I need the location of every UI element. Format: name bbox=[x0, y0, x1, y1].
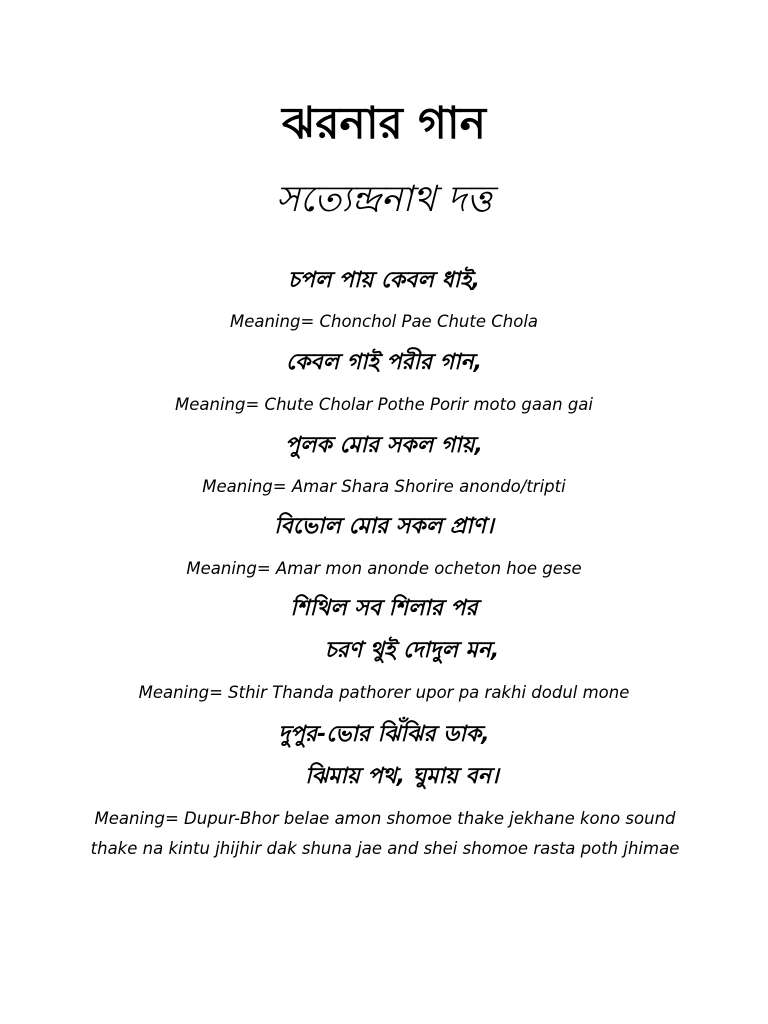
meaning-line-6: Meaning= Dupur-Bhor belae amon shomoe thake jekhane kono sound thake na kintu jhijhir dak shuna jae and shei shomoe rasta poth jhimae bbox=[90, 809, 680, 858]
verse-line-5b: চরণ থুই দোদুল মন, bbox=[324, 638, 500, 663]
meaning-line-4: Meaning= Amar mon anonde ocheton hoe gese bbox=[186, 559, 582, 578]
poem-title: ঝরনার গান bbox=[282, 98, 486, 149]
verse-line-6a: দুপুর-ভোর ঝিঁঝির ডাক, bbox=[278, 722, 490, 747]
meaning-line-1: Meaning= Chonchol Pae Chute Chola bbox=[229, 312, 539, 331]
verse-line-1: চপল পায় কেবল ধাই, bbox=[288, 268, 480, 293]
verse-line-2: কেবল গাই পরীর গান, bbox=[286, 350, 482, 375]
verse-line-6b: ঝিমায় পথ, ঘুমায় বন। bbox=[305, 764, 499, 789]
verse-line-5a: শিথিল সব শিলার পর bbox=[290, 596, 478, 621]
meaning-line-3: Meaning= Amar Shara Shorire anondo/tripti bbox=[202, 477, 566, 496]
meaning-line-5: Meaning= Sthir Thanda pathorer upor pa rakhi dodul mone bbox=[138, 683, 630, 702]
meaning-line-2: Meaning= Chute Cholar Pothe Porir moto gaan gai bbox=[175, 395, 593, 414]
poem-author: সত্যেন্দ্রনাথ দত্ত bbox=[275, 179, 493, 220]
verse-line-4: বিভোল মোর সকল প্রাণ। bbox=[274, 514, 494, 539]
verse-line-3: পুলক মোর সকল গায়, bbox=[285, 433, 483, 458]
